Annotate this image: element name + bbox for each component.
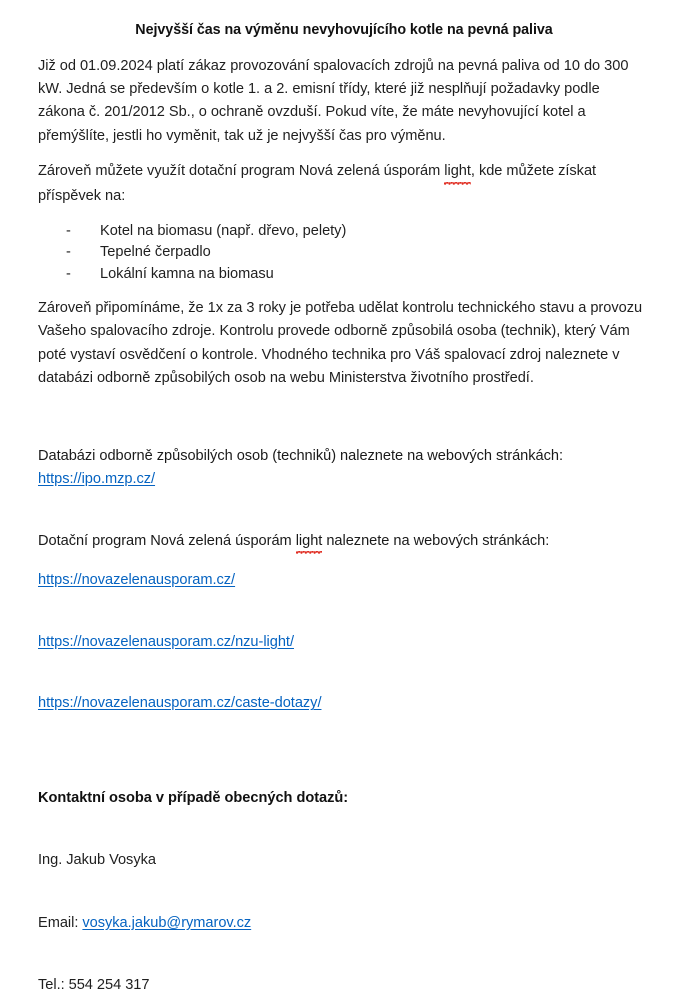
paragraph-intro: Již od 01.09.2024 platí zákaz provozování spalovacích zdrojů na pevná paliva od 10 do 300 kW. Jedná se především o kotle 1. a 2. emisní třídy, které již nesplňují požadavky podle zákona č. 201/2012 Sb., o ochraně ovzduší. Pokud víte, že máte nevyhovující kotel a přemýšlíte, jestli ho vyměnit, tak už je nejvyšší čas pro výměnu.	[38, 57, 629, 144]
misspelled-word-light: light	[296, 530, 323, 555]
subsidy-list	[38, 221, 650, 286]
spacer	[38, 41, 650, 55]
list-item	[38, 242, 650, 264]
link-novazelenausporam-nzu-light[interactable]: https://novazelenausporam.cz/nzu-light/	[38, 633, 294, 650]
link-novazelenausporam-caste-dotazy[interactable]: https://novazelenausporam.cz/caste-dotazy/	[38, 695, 322, 712]
link-contact-email[interactable]: vosyka.jakub@rymarov.cz	[82, 914, 252, 931]
link-novazelenausporam-home[interactable]: https://novazelenausporam.cz/	[38, 572, 236, 589]
spacer	[38, 887, 650, 897]
paragraph-inspection: Zároveň připomínáme, že 1x za 3 roky je potřeba udělat kontrolu technického stavu a provozu Vašeho spalovacího zdroje. Kontrolu provede odborně způsobilá osoba (technik), který Vám poté vystaví osvědčení o kontrole. Vhodného technika pro Váš spalovací zdroj naleznete v databázi odborně způsobilých osob na webu Ministerstva životního prostředí.	[38, 300, 643, 386]
spacer	[38, 506, 650, 515]
program-line-text-before: Dotační program Nová zelená úsporám	[38, 532, 296, 549]
page-title: Nejvyšší čas na výměnu nevyhovujícího kotle na pevná paliva	[135, 22, 553, 38]
spacer	[38, 730, 650, 772]
contact-heading: Kontaktní osoba v případě obecných dotazů:	[38, 789, 349, 806]
misspelled-word-light: light	[444, 160, 471, 185]
spacer	[38, 825, 650, 835]
spacer	[38, 285, 650, 297]
program-link-line-1	[38, 569, 650, 592]
spacer	[38, 950, 650, 960]
list-item	[38, 221, 650, 243]
program-line	[38, 530, 650, 555]
list-item	[38, 264, 650, 286]
list-dash-marker: -	[66, 265, 71, 282]
spacer	[38, 669, 650, 678]
list-item-label: Kotel na biomasu (např. dřevo, pelety)	[100, 222, 347, 239]
subsidy-text-before: Zároveň můžete využít dotační program Nová zelená úsporám	[38, 162, 445, 179]
contact-email-label: Email:	[38, 914, 83, 931]
list-item-label: Lokální kamna na biomasu	[100, 265, 274, 282]
spacer	[38, 148, 650, 160]
database-line	[38, 445, 650, 492]
list-dash-marker: -	[66, 244, 71, 260]
spacer	[38, 209, 650, 221]
paragraph-subsidy-intro	[38, 160, 650, 209]
program-link-line-3	[38, 692, 650, 715]
contact-email-line	[38, 912, 650, 935]
subsidy-text-after: , kde můžete získat příspěvek na:	[38, 162, 597, 205]
link-ipo-mzp[interactable]: https://ipo.mzp.cz/	[38, 471, 156, 488]
database-line-text: Databázi odborně způsobilých osob (techniků) naleznete na webových stránkách:	[38, 447, 564, 464]
list-item-label: Tepelné čerpadlo	[100, 244, 211, 260]
spacer	[38, 607, 650, 616]
list-dash-marker: -	[66, 222, 71, 239]
program-line-text-after: naleznete na webových stránkách:	[322, 532, 550, 549]
spacer	[38, 390, 650, 430]
contact-phone: Tel.: 554 254 317	[38, 977, 150, 994]
contact-name: Ing. Jakub Vosyka	[38, 852, 156, 869]
